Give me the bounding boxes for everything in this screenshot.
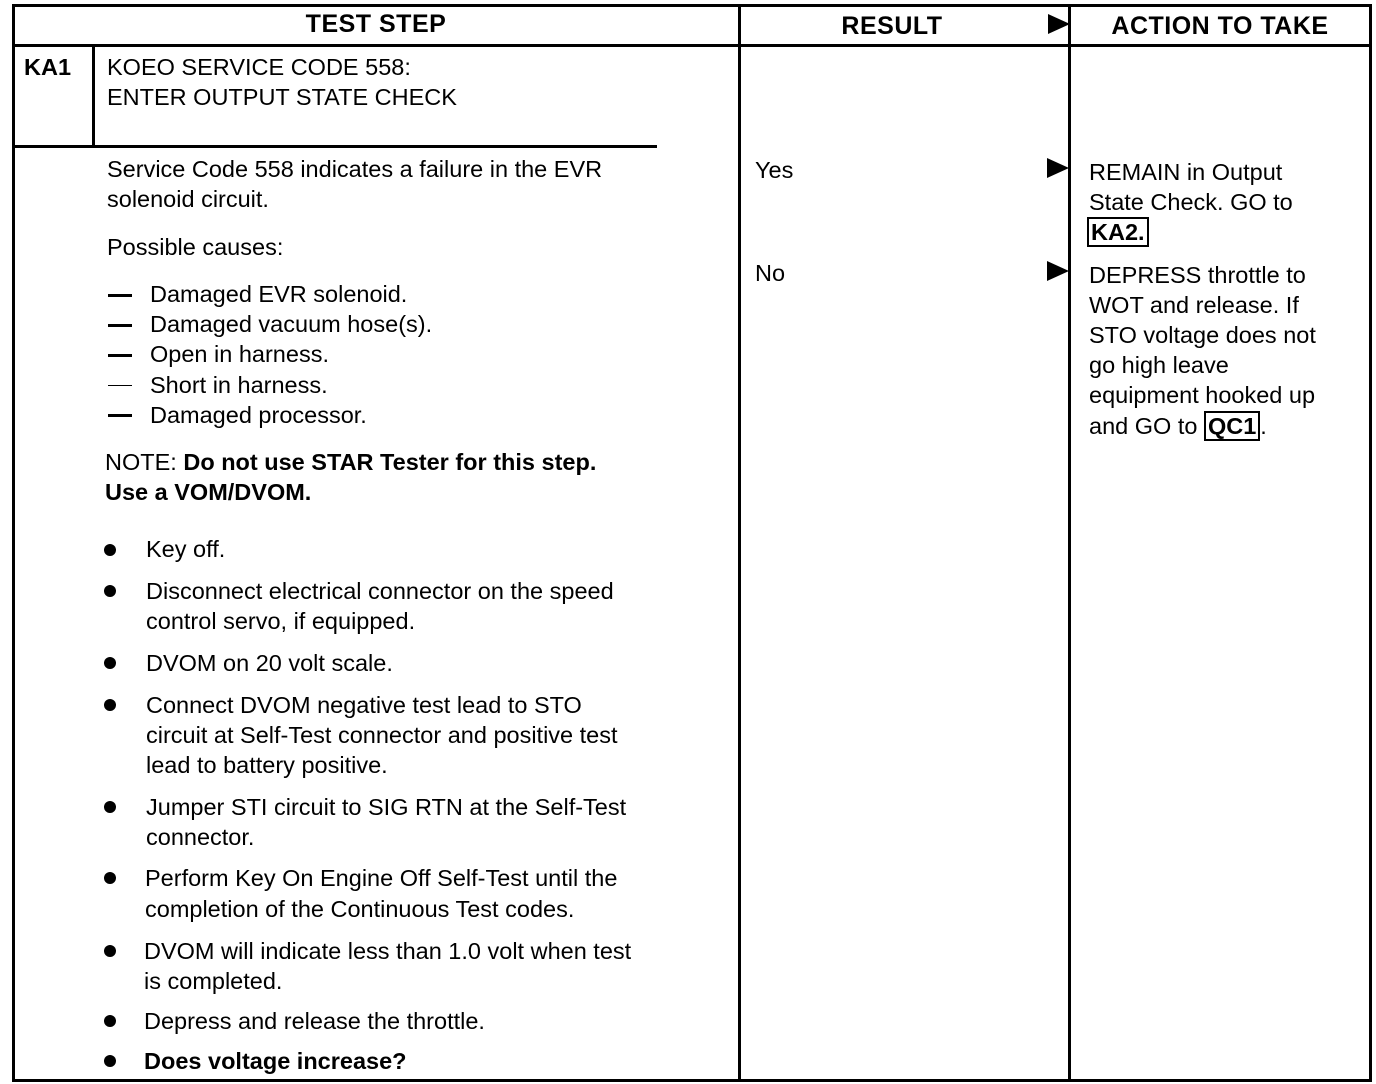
note-prefix: NOTE: bbox=[105, 449, 177, 475]
step-item: Disconnect electrical connector on the speed bbox=[146, 578, 614, 604]
note-bold-line2: Use a VOM/DVOM. bbox=[105, 479, 312, 505]
bullet-icon bbox=[104, 801, 116, 813]
dash-icon bbox=[108, 385, 132, 386]
dash-icon bbox=[108, 414, 132, 417]
step-title-line1: KOEO SERVICE CODE 558: bbox=[107, 54, 411, 80]
step-item: Connect DVOM negative test lead to STO bbox=[146, 692, 582, 718]
arrow-right-icon bbox=[1047, 158, 1069, 178]
dash-icon bbox=[108, 294, 132, 297]
header-divider bbox=[12, 44, 1372, 47]
step-item-cont: is completed. bbox=[144, 968, 283, 994]
bullet-icon bbox=[104, 657, 116, 669]
note-line1 bbox=[105, 447, 596, 478]
cause-item: Damaged vacuum hose(s). bbox=[150, 311, 433, 337]
result-no: No bbox=[755, 260, 786, 286]
action-no-line6 bbox=[1089, 411, 1267, 442]
action-no-line2: WOT and release. If bbox=[1089, 292, 1299, 318]
bullet-icon bbox=[104, 1015, 116, 1027]
cause-item: Damaged EVR solenoid. bbox=[150, 281, 408, 307]
top-border bbox=[12, 4, 1372, 7]
action-yes-ref[interactable] bbox=[1087, 217, 1149, 248]
bullet-icon bbox=[104, 1055, 116, 1067]
action-no-line3: STO voltage does not bbox=[1089, 322, 1316, 348]
step-question: Does voltage increase? bbox=[144, 1048, 407, 1074]
ref-ka2-link[interactable]: KA2. bbox=[1087, 217, 1149, 247]
step-id-divider bbox=[92, 44, 95, 148]
step-item: Jumper STI circuit to SIG RTN at the Self-Test bbox=[146, 794, 627, 820]
step-title-divider bbox=[12, 145, 657, 148]
step-item: Perform Key On Engine Off Self-Test until the bbox=[145, 865, 618, 891]
header-test-step: TEST STEP bbox=[305, 10, 447, 38]
header-result: RESULT bbox=[841, 12, 943, 40]
header-action: ACTION TO TAKE bbox=[1111, 12, 1329, 40]
bullet-icon bbox=[104, 699, 116, 711]
step-item-cont: connector. bbox=[146, 824, 255, 850]
cause-item: Open in harness. bbox=[150, 341, 329, 367]
step-item: DVOM will indicate less than 1.0 volt when test bbox=[144, 938, 632, 964]
bullet-icon bbox=[104, 585, 116, 597]
action-yes-line2: State Check. GO to bbox=[1089, 189, 1293, 215]
left-border bbox=[12, 4, 15, 1082]
action-no-prefix: and GO to bbox=[1089, 413, 1198, 439]
bullet-icon bbox=[104, 872, 116, 884]
step-item-cont: completion of the Continuous Test codes. bbox=[145, 896, 575, 922]
step-item-cont: circuit at Self-Test connector and positive test bbox=[146, 722, 618, 748]
ref-qc1-link[interactable]: QC1 bbox=[1204, 411, 1260, 441]
intro-line2: solenoid circuit. bbox=[107, 186, 269, 212]
dash-icon bbox=[108, 324, 132, 327]
cause-item: Short in harness. bbox=[150, 372, 328, 398]
step-item: Depress and release the throttle. bbox=[144, 1008, 485, 1034]
bottom-border bbox=[12, 1079, 1372, 1082]
right-border bbox=[1369, 4, 1372, 1082]
step-item-cont: lead to battery positive. bbox=[146, 752, 388, 778]
step-item: Key off. bbox=[146, 536, 226, 562]
arrow-right-icon bbox=[1047, 261, 1069, 281]
action-no-line5: equipment hooked up bbox=[1089, 382, 1316, 408]
step-id: KA1 bbox=[24, 54, 72, 80]
action-no-suffix: . bbox=[1260, 413, 1267, 439]
result-yes: Yes bbox=[755, 157, 794, 183]
note-bold-line1: Do not use STAR Tester for this step. bbox=[183, 449, 597, 475]
intro-line1: Service Code 558 indicates a failure in the EVR bbox=[107, 156, 603, 182]
action-yes-line1: REMAIN in Output bbox=[1089, 159, 1283, 185]
action-no-line4: go high leave bbox=[1089, 352, 1229, 378]
test-step-column-divider bbox=[738, 4, 741, 1082]
cause-item: Damaged processor. bbox=[150, 402, 367, 428]
causes-label: Possible causes: bbox=[107, 234, 284, 260]
step-item: DVOM on 20 volt scale. bbox=[146, 650, 393, 676]
action-no-line1: DEPRESS throttle to bbox=[1089, 262, 1306, 288]
step-item-cont: control servo, if equipped. bbox=[146, 608, 416, 634]
dash-icon bbox=[108, 354, 132, 357]
step-title-line2: ENTER OUTPUT STATE CHECK bbox=[107, 84, 457, 110]
bullet-icon bbox=[104, 544, 116, 556]
bullet-icon bbox=[104, 945, 116, 957]
header-arrow-icon bbox=[1048, 14, 1070, 34]
